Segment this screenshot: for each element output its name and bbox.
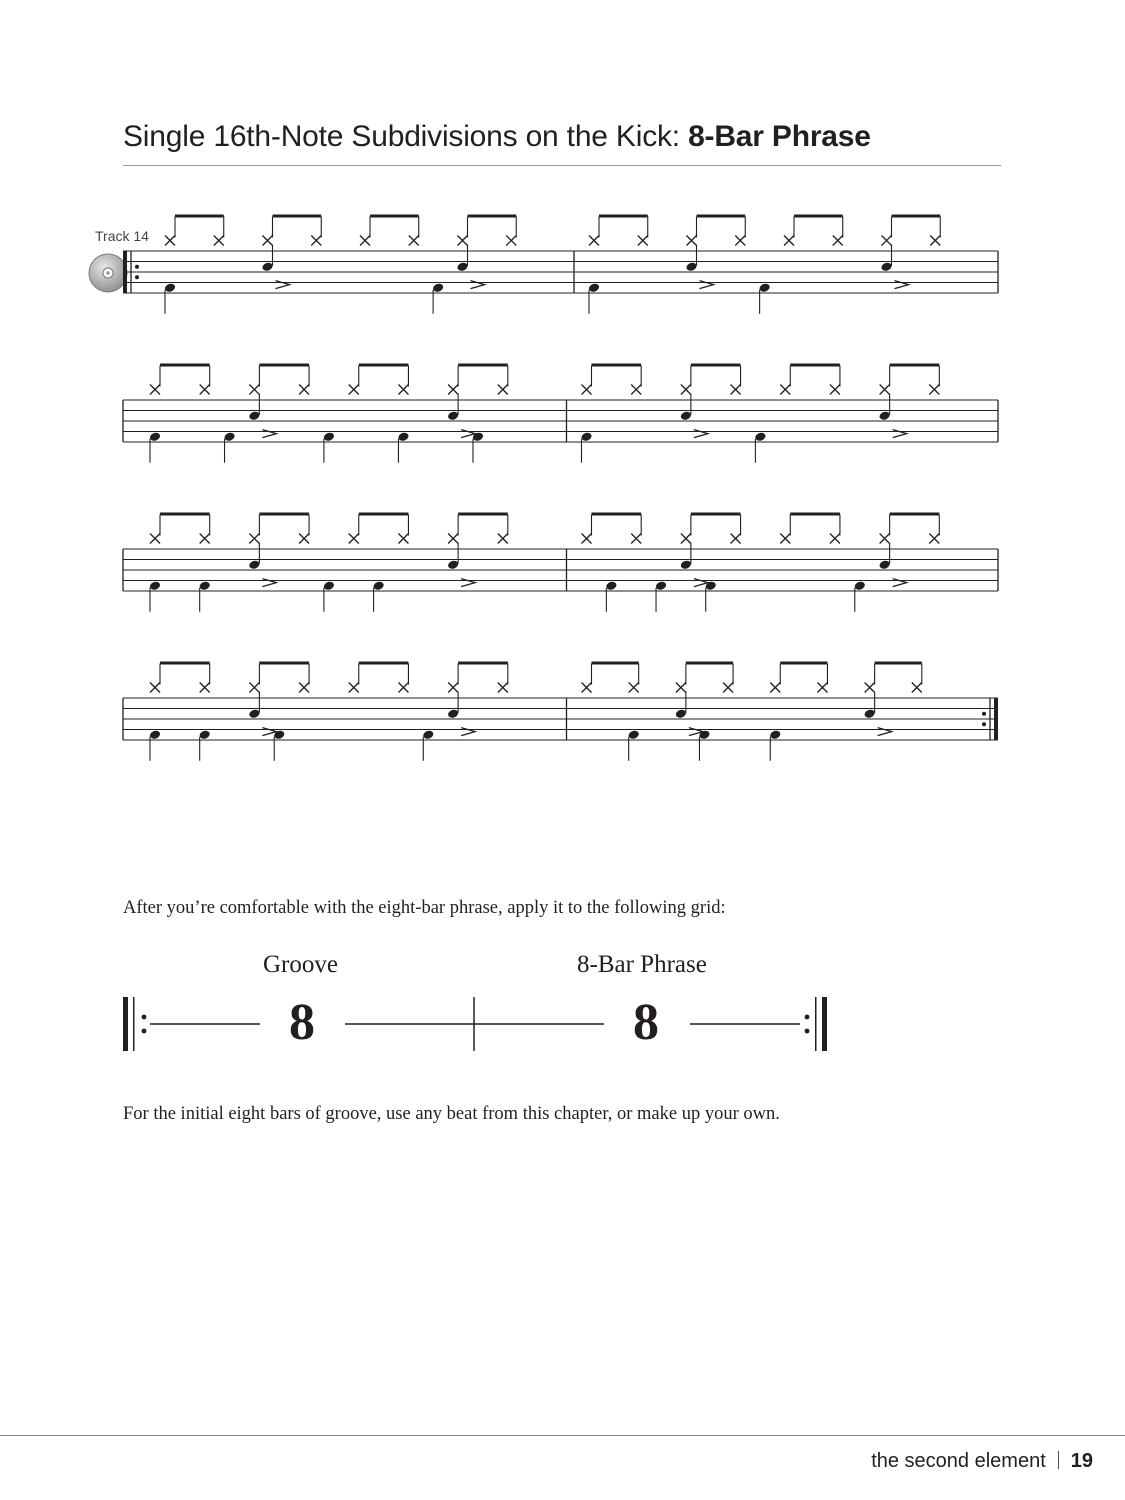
eighth-beam — [794, 215, 843, 218]
kick-note — [372, 580, 384, 591]
end-repeat-thick-bar — [994, 698, 998, 740]
kick-note — [758, 282, 770, 293]
grid-end-thick-bar — [822, 997, 827, 1051]
accent-mark — [461, 430, 475, 438]
snare-note — [863, 708, 875, 719]
phrase-grid — [0, 985, 1125, 1065]
snare-note — [261, 261, 273, 272]
eighth-beam — [259, 513, 309, 516]
snare-note — [880, 261, 892, 272]
kick-note — [164, 282, 176, 293]
kick-note — [769, 729, 781, 740]
groove-label: Groove — [263, 951, 338, 978]
page-title-regular: Single 16th-Note Subdivisions on the Kick: — [123, 120, 689, 153]
grid-end-repeat-dot — [805, 1029, 810, 1034]
snare-note — [248, 708, 260, 719]
grid-end-repeat-dot — [805, 1015, 810, 1020]
snare-note — [680, 559, 692, 570]
eighth-beam — [160, 662, 210, 665]
eighth-beam — [875, 662, 922, 665]
snare-note — [248, 410, 260, 421]
accent-mark — [700, 281, 714, 289]
eighth-beam — [780, 662, 827, 665]
page-title-bold: 8-Bar Phrase — [688, 120, 871, 153]
kick-note — [432, 282, 444, 293]
eighth-beam — [892, 215, 941, 218]
eighth-beam — [259, 364, 309, 367]
groove-bar-count: 8 — [289, 994, 315, 1051]
snare-note — [878, 410, 890, 421]
page-footer — [871, 1450, 1093, 1473]
snare-note — [447, 410, 459, 421]
kick-note — [149, 580, 161, 591]
eighth-beam — [890, 364, 940, 367]
kick-note — [605, 580, 617, 591]
eighth-beam — [458, 513, 508, 516]
accent-mark — [262, 430, 276, 438]
eighth-beam — [259, 662, 309, 665]
accent-mark — [893, 579, 907, 587]
snare-note — [680, 410, 692, 421]
eighth-beam — [686, 662, 733, 665]
phrase-bar-count: 8 — [633, 994, 659, 1051]
eighth-beam — [691, 513, 741, 516]
start-repeat-thick-bar — [123, 251, 127, 293]
accent-mark — [895, 281, 909, 289]
eighth-beam — [592, 662, 639, 665]
accent-mark — [694, 579, 708, 587]
phrase-label: 8-Bar Phrase — [577, 951, 707, 978]
grid-start-repeat-dot — [142, 1029, 147, 1034]
kick-note — [655, 580, 667, 591]
eighth-beam — [160, 364, 210, 367]
end-repeat-dot — [982, 722, 986, 726]
eighth-beam — [370, 215, 419, 218]
eighth-beam — [359, 662, 409, 665]
snare-note — [447, 559, 459, 570]
eighth-beam — [592, 513, 642, 516]
track-label: Track 14 — [95, 228, 149, 244]
eighth-beam — [599, 215, 648, 218]
grid-start-repeat-dot — [142, 1015, 147, 1020]
footer-separator — [1058, 1451, 1059, 1469]
eighth-beam — [790, 364, 840, 367]
accent-mark — [461, 579, 475, 587]
eighth-beam — [592, 364, 642, 367]
kick-note — [628, 729, 640, 740]
eighth-beam — [359, 364, 409, 367]
kick-note — [149, 729, 161, 740]
kick-note — [223, 431, 235, 442]
kick-note — [397, 431, 409, 442]
eighth-beam — [890, 513, 940, 516]
intro-paragraph: After you’re comfortable with the eight-bar phrase, apply it to the following grid: — [123, 898, 726, 918]
accent-mark — [893, 430, 907, 438]
accent-mark — [694, 430, 708, 438]
snare-note — [447, 708, 459, 719]
kick-note — [323, 431, 335, 442]
end-repeat-dot — [982, 712, 986, 716]
kick-note — [323, 580, 335, 591]
footer-divider — [0, 1435, 1125, 1436]
accent-mark — [262, 579, 276, 587]
grid-start-thin-bar — [133, 997, 135, 1051]
kick-note — [754, 431, 766, 442]
accent-mark — [461, 728, 475, 736]
start-repeat-dot — [135, 265, 139, 269]
accent-mark — [471, 281, 485, 289]
kick-note — [580, 431, 592, 442]
eighth-beam — [468, 215, 517, 218]
snare-note — [456, 261, 468, 272]
start-repeat-dot — [135, 275, 139, 279]
snare-note — [685, 261, 697, 272]
eighth-beam — [697, 215, 746, 218]
kick-note — [149, 431, 161, 442]
eighth-beam — [359, 513, 409, 516]
footer-section-title: the second element — [871, 1450, 1046, 1472]
eighth-beam — [691, 364, 741, 367]
grid-start-thick-bar — [123, 997, 128, 1051]
grid-end-thin-bar — [815, 997, 817, 1051]
kick-note — [199, 729, 211, 740]
eighth-beam — [273, 215, 322, 218]
eighth-beam — [160, 513, 210, 516]
kick-note — [199, 580, 211, 591]
page-number: 19 — [1070, 1450, 1093, 1472]
accent-mark — [262, 728, 276, 736]
eighth-beam — [790, 513, 840, 516]
outro-paragraph: For the initial eight bars of groove, use any beat from this chapter, or make up your own. — [123, 1104, 780, 1124]
accent-mark — [878, 728, 892, 736]
accent-mark — [276, 281, 290, 289]
kick-note — [854, 580, 866, 591]
snare-note — [675, 708, 687, 719]
kick-note — [422, 729, 434, 740]
eighth-beam — [458, 662, 508, 665]
snare-note — [248, 559, 260, 570]
snare-note — [878, 559, 890, 570]
eighth-beam — [175, 215, 224, 218]
kick-note — [588, 282, 600, 293]
eighth-beam — [458, 364, 508, 367]
